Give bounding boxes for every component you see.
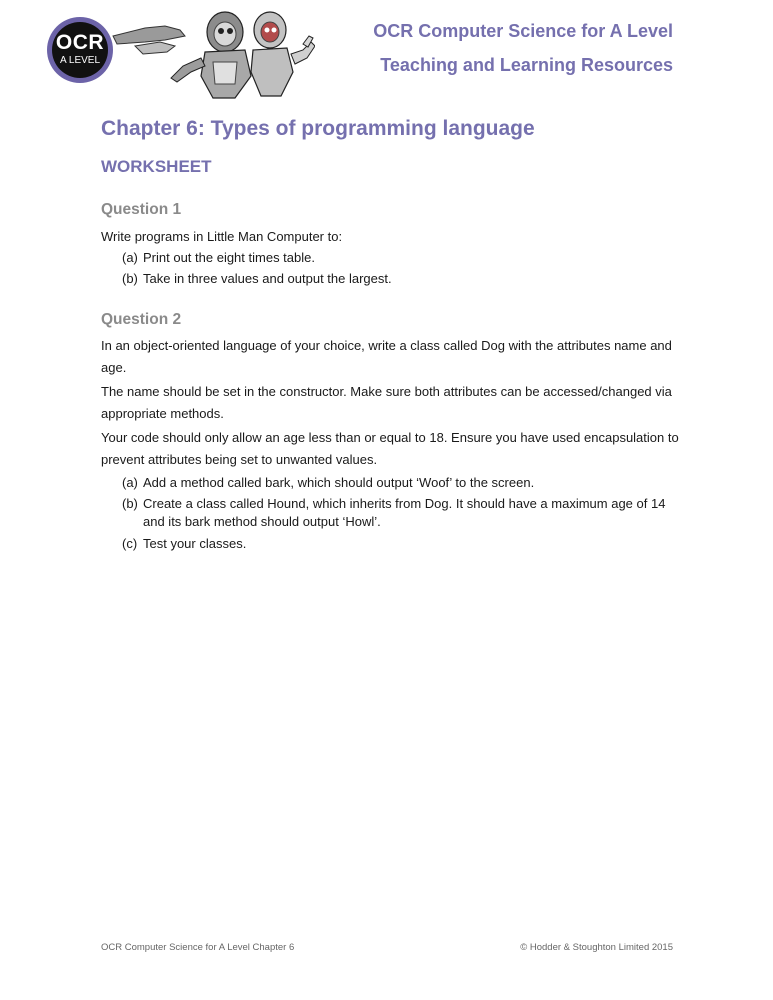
question-2-paragraph-3: Your code should only allow an age less than or equal to 18. Ensure you have used encapsulation to prevent attributes being set to unwanted values. [101,430,679,467]
logo-inner [52,22,108,78]
worksheet-subtitle: WORKSHEET [101,157,212,176]
item-text: Create a class called Hound, which inherits from Dog. It should have a maximum age of 14 and its bark method should output ‘Howl’. [143,496,666,529]
header-resources-title: Teaching and Learning Resources [380,55,673,75]
question-2-paragraph-2: The name should be set in the constructor. Make sure both attributes can be accessed/changed via appropriate methods. [101,384,672,421]
question-1-item-b [122,270,682,288]
item-label: (c) [122,536,138,551]
chapter-title: Chapter 6: Types of programming language [101,117,535,140]
question-1-intro: Write programs in Little Man Computer to: [101,229,343,244]
question-2-paragraph-1: In an object-oriented language of your choice, write a class called Dog with the attributes name and age. [101,338,672,375]
item-text: Take in three values and output the largest. [143,271,392,286]
question-1-item-a [122,249,682,267]
ocr-logo [47,17,113,83]
item-text: Test your classes. [143,536,247,551]
item-text: Add a method called bark, which should output ‘Woof’ to the screen. [143,475,535,490]
robots-illustration [105,6,315,100]
item-label: (a) [122,250,138,265]
question-2-item-c [122,535,682,553]
question-2-item-b [122,495,682,531]
question-2-item-a [122,474,682,492]
footer-chapter-label: OCR Computer Science for A Level Chapter 6 [101,942,295,953]
item-text: Print out the eight times table. [143,250,315,265]
footer-copyright: © Hodder & Stoughton Limited 2015 [520,942,673,953]
item-label: (a) [122,475,138,490]
logo-a-level-text: A LEVEL [59,55,101,66]
item-label: (b) [122,496,138,511]
question-2-heading: Question 2 [101,311,182,328]
logo-ocr-text: OCR [55,31,105,54]
question-1-heading: Question 1 [101,201,182,218]
header-series-title: OCR Computer Science for A Level [373,21,673,41]
item-label: (b) [122,271,138,286]
